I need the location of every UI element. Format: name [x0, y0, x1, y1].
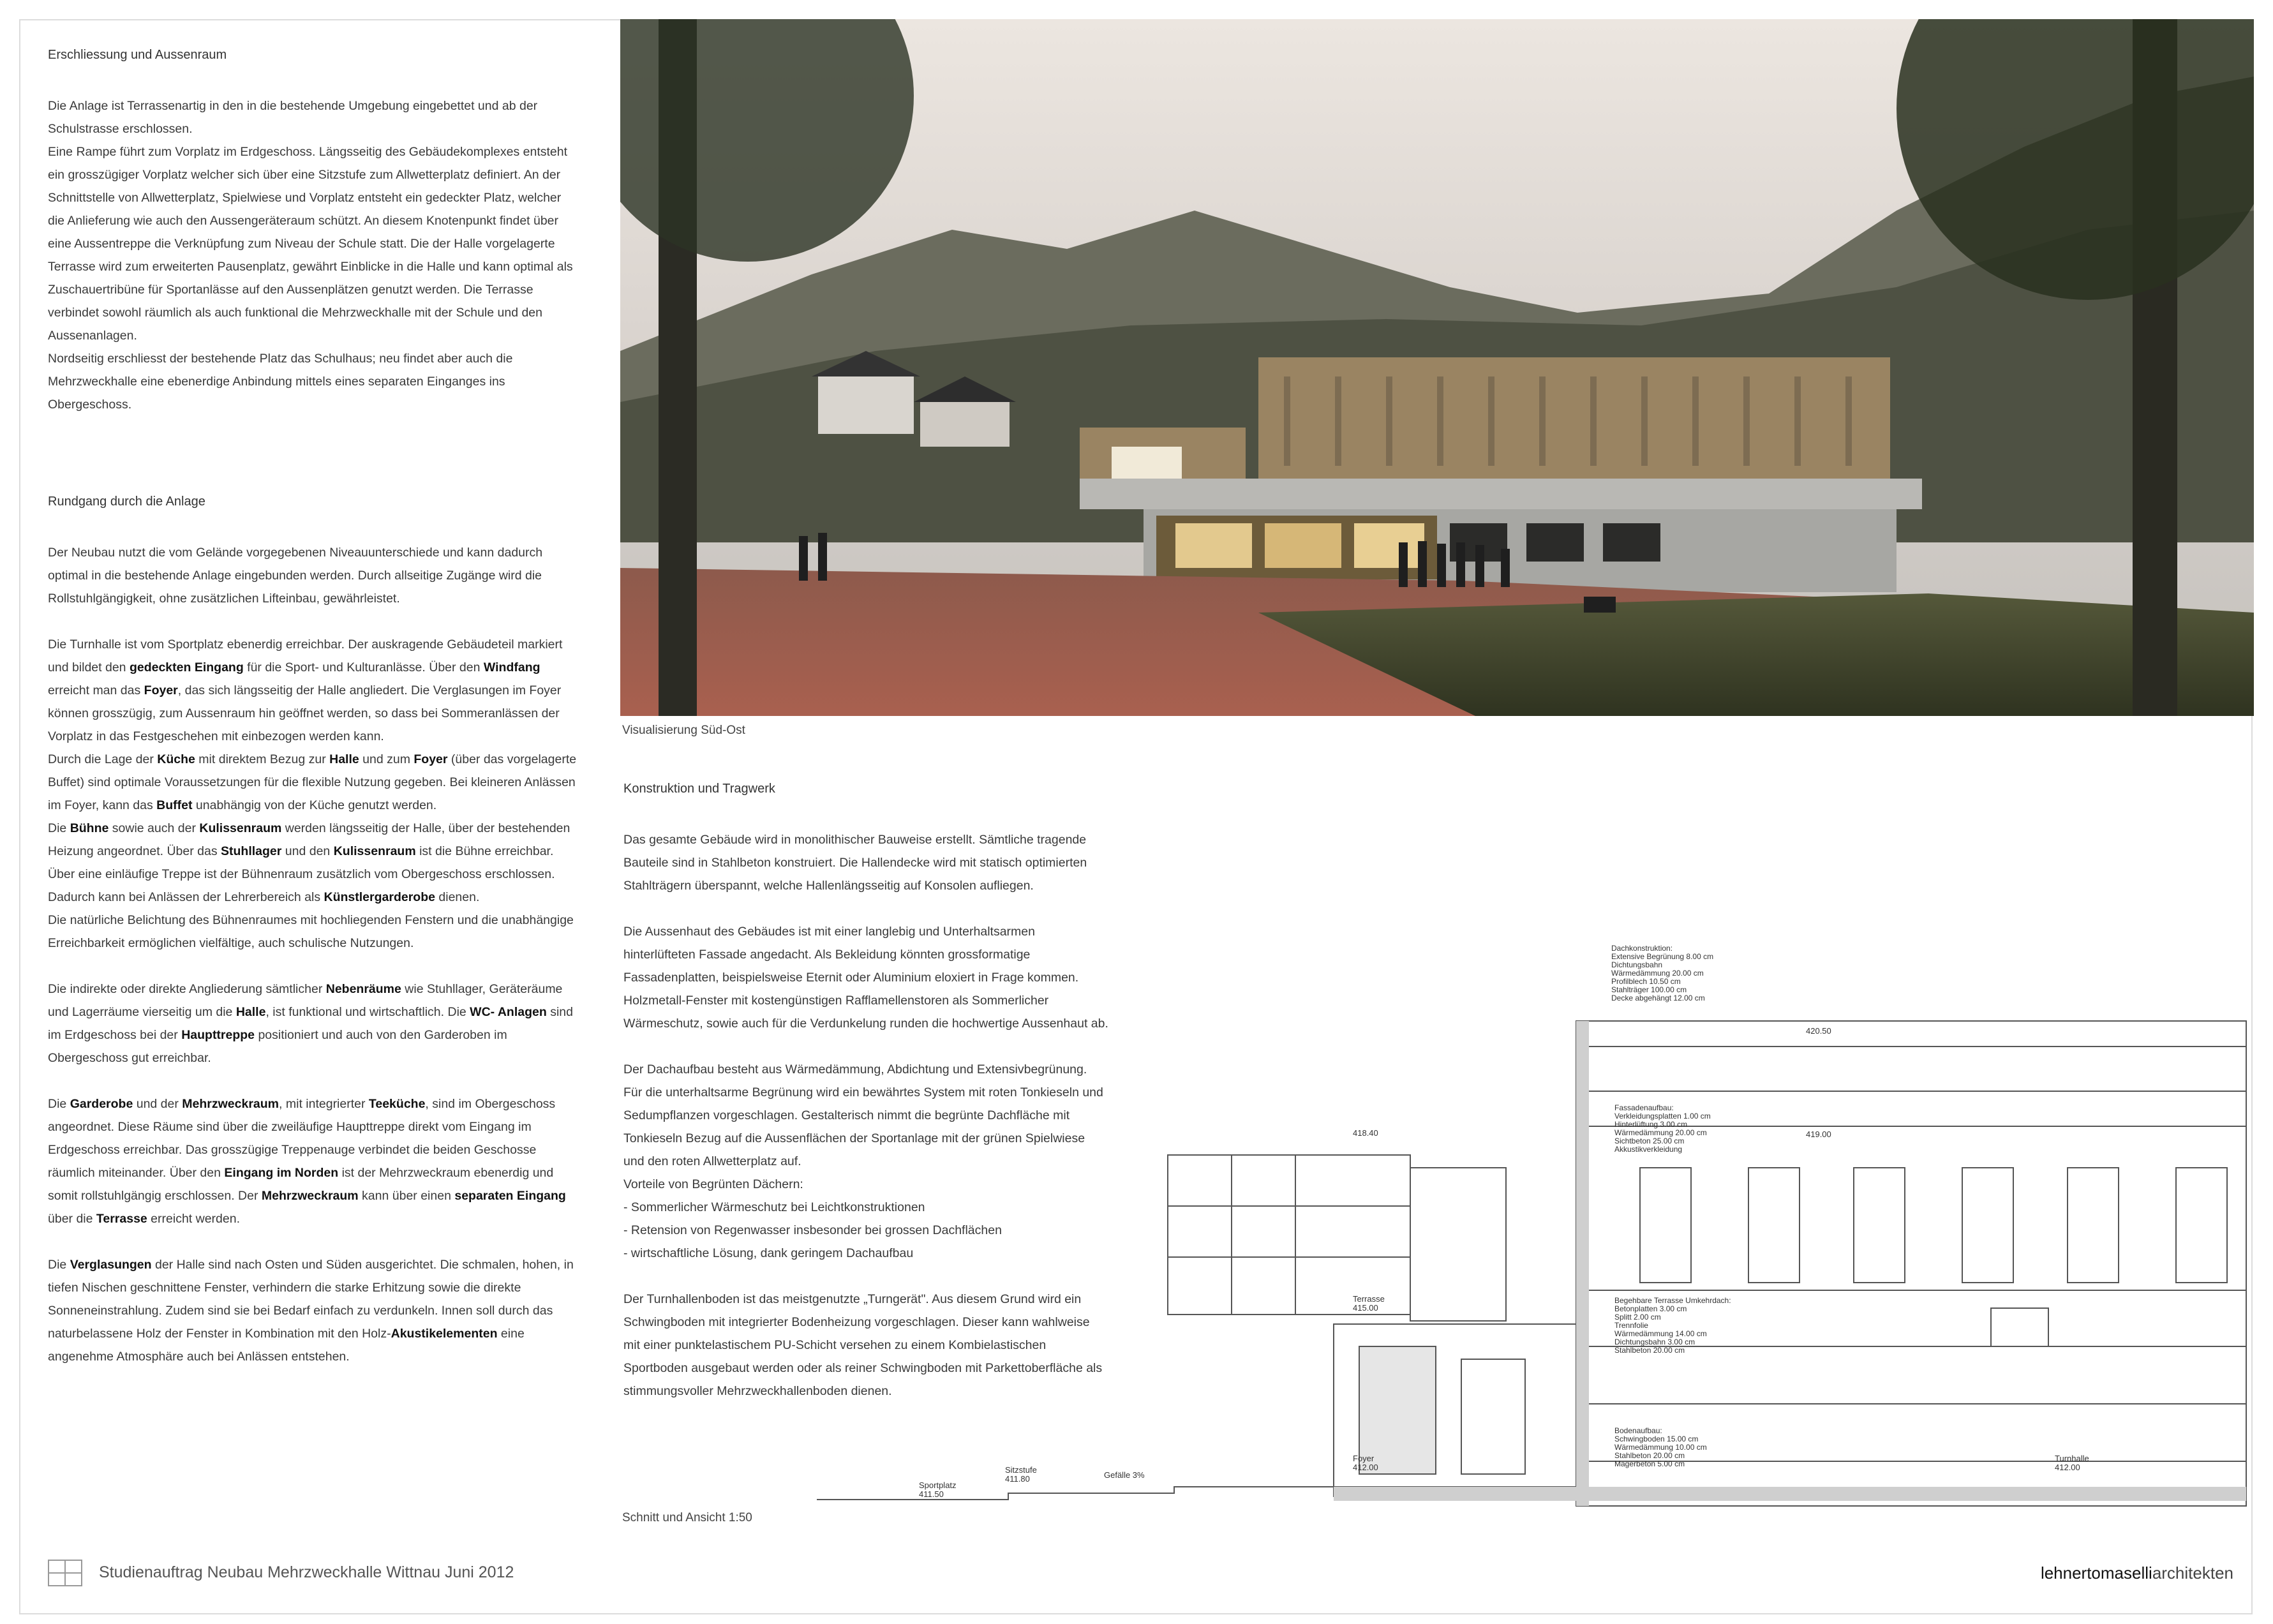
section-drawing — [817, 938, 2253, 1531]
floor-layers — [1614, 1426, 1707, 1468]
svg-text:Wärmedämmung 20.00 cm: Wärmedämmung 20.00 cm — [1611, 969, 1704, 978]
architect-firm: lehnertomaselliarchitekten — [2040, 1563, 2233, 1583]
paragraph: Der Turnhallenboden ist das meistgenutzte „Turngerät". Aus diesem Grund wird ein Schwingboden mit integrierter Bodenheizung vorgeschlagen. Dieser kann wahlweise mit einer punktelastischem PU-Schicht versehen zu einem Kombielastischen Sportboden ausgebaut werden oder als reiner Schwingboden mit Parkettoberfläche als stimmungsvoller Mehrzweckhallenboden dienen. — [623, 1292, 1103, 1398]
level-label: 418.40 — [1353, 1128, 1378, 1138]
svg-text:Betonplatten 3.00 cm: Betonplatten 3.00 cm — [1614, 1304, 1687, 1313]
svg-text:Fassadenaufbau:: Fassadenaufbau: — [1614, 1103, 1674, 1112]
svg-text:Wärmedämmung 14.00 cm: Wärmedämmung 14.00 cm — [1614, 1329, 1707, 1338]
paragraph: Die Anlage ist Terrassenartig in den in die bestehende Umgebung eingebettet und ab der Schulstrasse erschlossen. Eine Rampe führt zum Vorplatz im Erdgeschoss. Längsseitig des Gebäudekomplexes entsteht ein grosszügiger Vorplatz welcher sich über eine Sitzstufe zum Allwetterplatz definiert. An der Schnittstelle von Allwetterplatz, Spielwiese und Vorplatz entsteht ein gedeckter Platz, welcher die Anlieferung wie auch den Aussengeräteraum schützt. An diesem Knotenpunkt findet über eine Aussentreppe die Verknüpfung zum Niveau der Schule statt. Die der Halle vorgelagerte Terrasse wird zum erweiterten Pausenplatz, gewährt Einblicke in die Halle und kann optimal als Zuschauertribüne für Sportanlässe auf den Aussenplätzen genutzt werden. Die Terrasse verbindet sowohl räumlich als auch funktional die Mehrzweckhalle mit der Schule und den Aussenanlagen. Nordseitig erschliesst der bestehende Platz das Schulhaus; neu findet aber auch die Mehrzweckhalle eine ebenerdige Anbindung mittels eines separaten Einganges ins Obergeschoss. — [48, 99, 573, 412]
render-illustration — [620, 19, 2254, 716]
svg-text:Dichtungsbahn: Dichtungsbahn — [1611, 960, 1663, 969]
roof-layers — [1611, 944, 1713, 1002]
level-label: 412.00 — [2055, 1463, 2080, 1472]
level-label: 415.00 — [1353, 1303, 1378, 1313]
section-title-konstruktion: Konstruktion und Tragwerk — [623, 782, 775, 796]
project-title: Studienauftrag Neubau Mehrzweckhalle Wittnau Juni 2012 — [99, 1563, 514, 1581]
level-label: Sitzstufe — [1005, 1465, 1037, 1475]
paragraph: Das gesamte Gebäude wird in monolithischer Bauweise erstellt. Sämtliche tragende Bauteile sind in Stahlbeton konstruiert. Die Hallendecke wird mit statisch optimierten Stahlträgern überspannt, welche Hallenlängsseitig auf Konsolen aufliegen. — [623, 833, 1087, 893]
svg-text:Wärmedämmung 10.00 cm: Wärmedämmung 10.00 cm — [1614, 1443, 1707, 1452]
render-caption: Visualisierung Süd-Ost — [622, 724, 745, 737]
grid-logo-icon — [48, 1560, 82, 1586]
level-label: Foyer — [1353, 1454, 1375, 1463]
paragraph: Die Verglasungen der Halle sind nach Osten und Süden ausgerichtet. Die schmalen, hohen, in tiefen Nischen geschnittene Fenster, verhindern die starke Erhitzung sowie die direkte Sonneneinstrahlung. Zudem sind sie bei Bedarf einfach zu verdunkeln. Innen soll durch das naturbelassene Holz der Fenster in Kombination mit den Holz-Akustikelementen eine angenehme Atmosphäre auch bei Anlässen entstehen. — [48, 1258, 574, 1364]
level-label: Turnhalle — [2055, 1454, 2089, 1463]
visualization-image — [620, 19, 2254, 716]
paragraph: Die Garderobe und der Mehrzweckraum, mit integrierter Teeküche, sind im Obergeschoss angeordnet. Diese Räume sind über die zweiläufige Haupttreppe direkt vom Eingang im Erdgeschoss erreichbar. Das grosszügige Treppenauge verbindet die beiden Geschosse räumlich miteinander. Über den Eingang im Norden ist der Mehrzweckraum ebenerdig und somit rollstuhlgängig erschlossen. Der Mehrzweckraum kann über einen separaten Eingang über die Terrasse erreicht werden. — [48, 1097, 566, 1226]
level-label: 419.00 — [1806, 1129, 1831, 1139]
section-title-erschliessung: Erschliessung und Aussenraum — [48, 48, 227, 62]
svg-text:Dichtungsbahn 3.00 cm: Dichtungsbahn 3.00 cm — [1614, 1337, 1695, 1346]
svg-text:Verkleidungsplatten 1.00 cm: Verkleidungsplatten 1.00 cm — [1614, 1112, 1711, 1121]
svg-text:Stahlbeton 20.00 cm: Stahlbeton 20.00 cm — [1614, 1346, 1685, 1355]
left-text-column — [48, 43, 578, 1391]
section-title-rundgang: Rundgang durch die Anlage — [48, 495, 205, 509]
svg-text:Extensive Begrünung 8.00 cm: Extensive Begrünung 8.00 cm — [1611, 952, 1714, 961]
svg-text:Dachkonstruktion:: Dachkonstruktion: — [1611, 944, 1673, 953]
paragraph: Die Aussenhaut des Gebäudes ist mit einer langlebig und Unterhaltsarmen hinterlüfteten Fassade angedacht. Als Bekleidung könnten grossformatige Fassadenplatten, beispielsweise Eternit oder Aluminium eloxiert in Frage kommen. Holzmetall-Fenster mit kostengünstigen Rafflamellenstoren als Sommerlicher Wärmeschutz, sowie auch für die Verdunkelung runden die hochwertige Aussenhaut ab. — [623, 925, 1108, 1031]
level-label: 411.80 — [1005, 1474, 1030, 1484]
slope-label: Gefälle 3% — [1104, 1470, 1145, 1480]
svg-text:Sichtbeton 25.00 cm: Sichtbeton 25.00 cm — [1614, 1136, 1685, 1145]
svg-text:Trennfolie: Trennfolie — [1614, 1321, 1648, 1330]
svg-text:Profilblech 10.50 cm: Profilblech 10.50 cm — [1611, 977, 1681, 986]
level-label: 420.50 — [1806, 1026, 1831, 1036]
svg-text:Decke abgehängt 12.00 cm: Decke abgehängt 12.00 cm — [1611, 994, 1705, 1002]
svg-text:Splitt 2.00 cm: Splitt 2.00 cm — [1614, 1313, 1661, 1322]
paragraph: Der Dachaufbau besteht aus Wärmedämmung, Abdichtung und Extensivbegrünung. Für die unterhaltsarme Begrünung wird ein bewährtes System mit roten Tonkieseln und Sedumpflanzen vorgeschlagen. Gestalterisch nimmt die begrünte Dachfläche mit Tonkieseln Bezug auf die Aussenflächen der Sportanlage mit der grünen Spielwiese und den roten Allwetterplatz auf. Vorteile von Begrünten Dächern: - Sommerlicher Wärmeschutz bei Leichtkonstruktionen - Retension von Regenwasser insbesonder bei grossen Dachflächen - wirtschaftliche Lösung, dank geringem Dachaufbau — [623, 1062, 1103, 1260]
paragraph: Die Turnhalle ist vom Sportplatz ebenerdig erreichbar. Der auskragende Gebäudeteil markiert und bildet den gedeckten Eingang für die Sport- und Kulturanlässe. Über den Windfang erreicht man das Foyer, das sich längsseitig der Halle angliedert. Die Verglasungen im Foyer können grosszügig, zum Aussenraum hin geöffnet werden, so dass bei Sommeranlässen der Vorplatz in das Festgeschehen mit einbezogen werden kann. Durch die Lage der Küche mit direktem Bezug zur Halle und zum Foyer (über das vorgelagerte Buffet) sind optimale Voraussetzungen für die flexible Nutzung gegeben. Bei kleineren Anlässen im Foyer, kann das Buffet unabhängig von der Küche genutzt werden. Die Bühne sowie auch der Kulissenraum werden längsseitig der Halle, über der bestehenden Heizung angeordnet. Über das Stuhllager und den Kulissenraum ist die Bühne erreichbar. Über eine einläufige Treppe ist der Bühnenraum zusätzlich vom Obergeschoss erschlossen. Dadurch kann bei Anlässen der Lehrerbereich als Künstlergarderobe dienen. Die natürliche Belichtung des Bühnenraumes mit hochliegenden Fenstern und die unabhängige Erreichbarkeit ermöglichen vielfältige, auch schulische Nutzungen. — [48, 637, 577, 950]
svg-text:Begehbare Terrasse Umkehrdach:: Begehbare Terrasse Umkehrdach: — [1614, 1296, 1731, 1305]
svg-text:Stahlbeton 20.00 cm: Stahlbeton 20.00 cm — [1614, 1451, 1685, 1460]
svg-text:Akkustikverkleidung: Akkustikverkleidung — [1614, 1145, 1683, 1154]
svg-text:Schwingboden 15.00 cm: Schwingboden 15.00 cm — [1614, 1434, 1699, 1443]
svg-text:Stahlträger 100.00 cm: Stahlträger 100.00 cm — [1611, 985, 1687, 994]
svg-text:Wärmedämmung 20.00 cm: Wärmedämmung 20.00 cm — [1614, 1128, 1707, 1137]
level-label: 411.50 — [919, 1489, 944, 1499]
level-label: Sportplatz — [919, 1480, 957, 1490]
level-label: Terrasse — [1353, 1294, 1385, 1304]
level-label: 412.00 — [1353, 1463, 1378, 1472]
svg-text:Hinterlüftung 3.00 cm: Hinterlüftung 3.00 cm — [1614, 1120, 1688, 1129]
paragraph: Die indirekte oder direkte Angliederung sämtlicher Nebenräume wie Stuhllager, Geräteräume und Lagerräume vierseitig um die Halle, ist funktional und wirtschaftlich. Die WC- Anlagen sind im Erdgeschoss bei der Haupttreppe positioniert und auch von den Garderoben im Obergeschoss gut erreichbar. — [48, 982, 573, 1065]
svg-text:Bodenaufbau:: Bodenaufbau: — [1614, 1426, 1662, 1435]
paragraph: Der Neubau nutzt die vom Gelände vorgegebenen Niveauunterschiede und kann dadurch optimal in die bestehende Anlage eingebunden werden. Durch allseitige Zugänge wird die Rollstuhlgängigkeit, ohne zusätzlichen Lifteinbau, gewährleistet. — [48, 546, 543, 606]
drawing-caption: Schnitt und Ansicht 1:50 — [622, 1511, 752, 1524]
svg-text:Magerbeton 5.00 cm: Magerbeton 5.00 cm — [1614, 1459, 1685, 1468]
facade-layers — [1614, 1103, 1711, 1154]
